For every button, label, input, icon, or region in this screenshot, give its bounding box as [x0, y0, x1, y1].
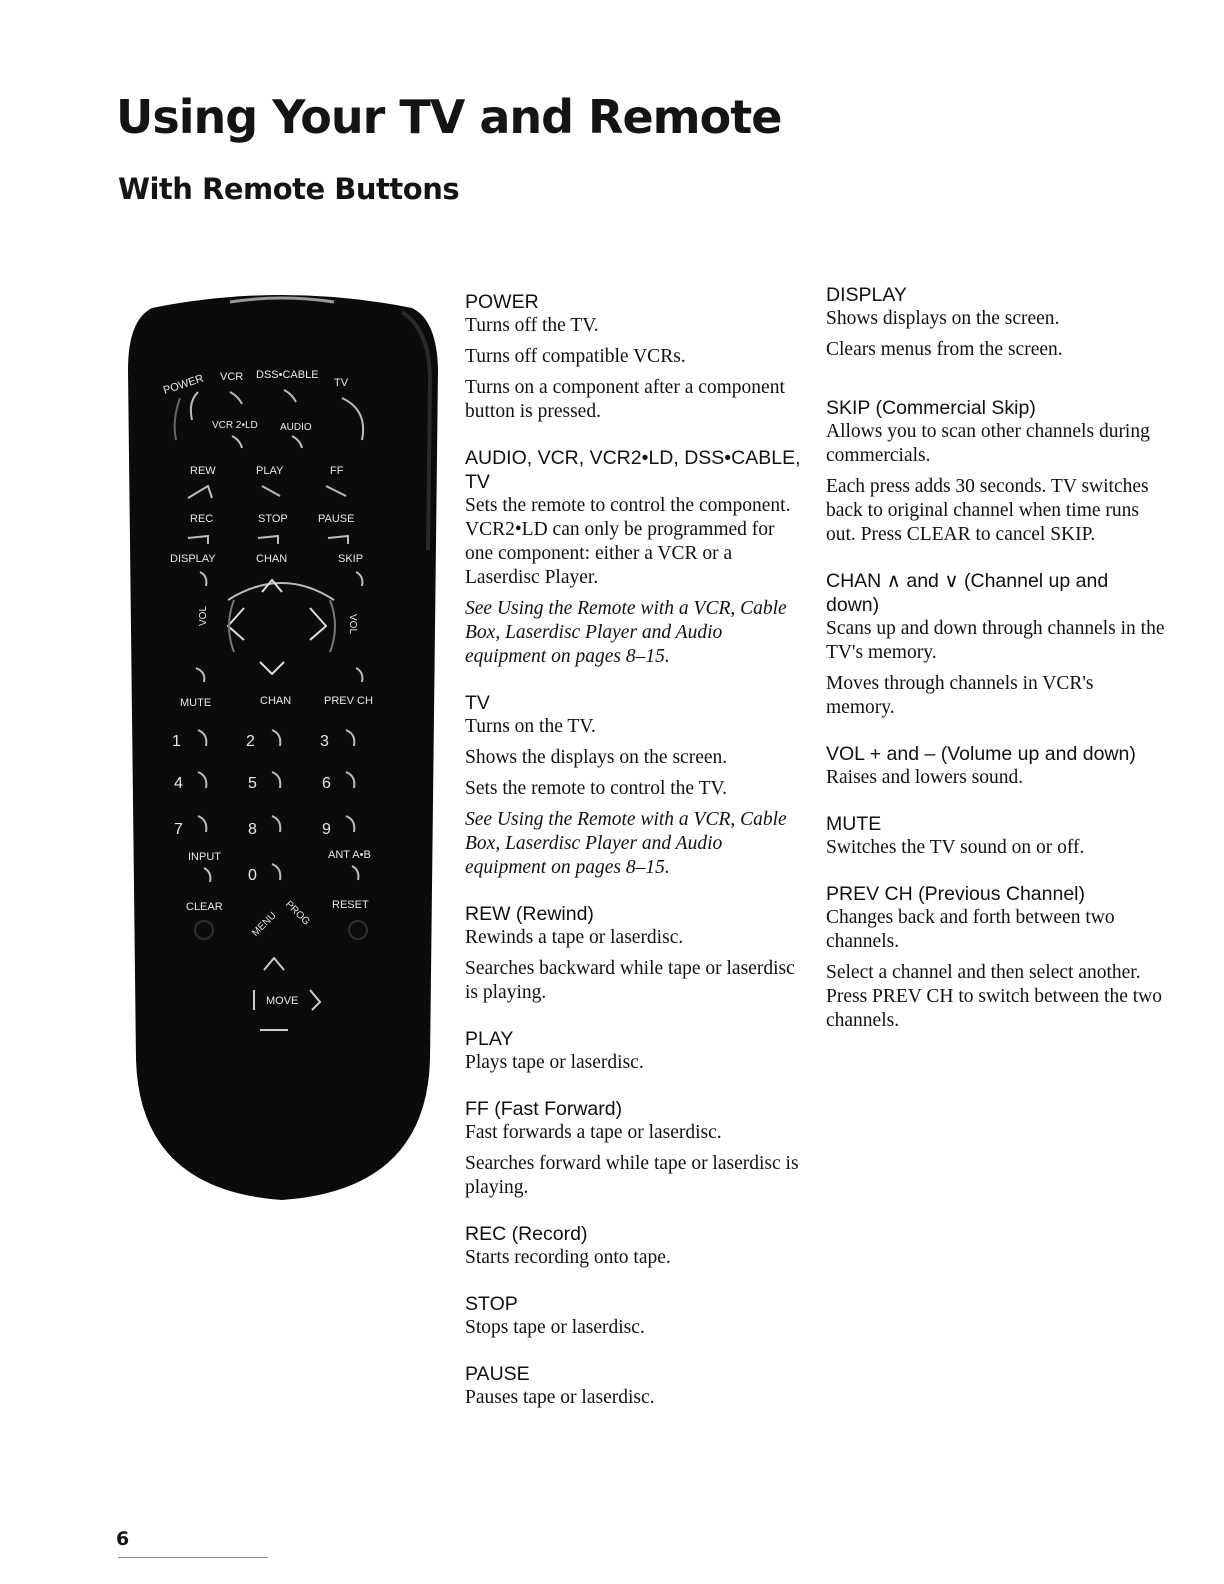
entry-heading: POWER: [465, 291, 539, 313]
entry-text: Raises and lowers sound.: [826, 767, 1024, 788]
entry-text: Searches forward while tape or laserdisc is playing.: [465, 1153, 799, 1198]
entry-heading: AUDIO, VCR, VCR2•LD, DSS•CABLE, TV: [465, 447, 801, 493]
entry-prev-ch: [826, 882, 1166, 1033]
page-subtitle: With Remote Buttons: [118, 172, 460, 206]
remote-label-pause: PAUSE: [318, 513, 355, 525]
entry-heading: CHAN ∧ and ∨ (Channel up and down): [826, 570, 1109, 616]
entry-text: Shows displays on the screen.: [826, 308, 1060, 329]
descriptions-column-middle: [465, 290, 805, 1432]
remote-label-clear: CLEAR: [186, 901, 223, 913]
remote-digit-3: 3: [320, 733, 329, 750]
entry-text: Turns off the TV.: [465, 315, 599, 336]
entry-heading: PREV CH (Previous Channel): [826, 883, 1086, 905]
remote-digit-2: 2: [246, 733, 255, 750]
entry-text: Clears menus from the screen.: [826, 339, 1063, 360]
entry-chan: [826, 569, 1166, 720]
remote-digit-9: 9: [322, 821, 331, 838]
descriptions-column-right: [826, 283, 1166, 1055]
entry-text: Turns on the TV.: [465, 716, 596, 737]
entry-text: Allows you to scan other channels during commercials.: [826, 421, 1150, 466]
remote-label-tv: TV: [334, 377, 349, 389]
entry-heading: FF (Fast Forward): [465, 1098, 623, 1120]
remote-digit-5: 5: [248, 775, 257, 792]
remote-label-input: INPUT: [188, 851, 221, 863]
entry-heading: MUTE: [826, 813, 882, 835]
page-number: 6: [116, 1528, 130, 1550]
remote-digit-8: 8: [248, 821, 257, 838]
footer-rule: [118, 1557, 268, 1558]
remote-label-move: MOVE: [266, 995, 299, 1007]
entry-heading: REW (Rewind): [465, 903, 594, 925]
entry-power: [465, 290, 805, 424]
entry-heading: PLAY: [465, 1028, 514, 1050]
entry-text: Sets the remote to control the TV.: [465, 778, 727, 799]
remote-label-ff: FF: [330, 465, 344, 477]
entry-text: Searches backward while tape or laserdisc is playing.: [465, 958, 795, 1003]
remote-control-illustration: [112, 290, 452, 1220]
entry-text: Starts recording onto tape.: [465, 1247, 671, 1268]
remote-label-audio: AUDIO: [280, 422, 312, 433]
entry-note: See Using the Remote with a VCR, Cable Box, Laserdisc Player and Audio equipment on pages 8–15.: [465, 598, 787, 667]
entry-rew: [465, 902, 805, 1005]
remote-label-vcr: VCR: [220, 371, 244, 383]
entry-text: Scans up and down through channels in the TV's memory.: [826, 618, 1165, 663]
entry-heading: DISPLAY: [826, 284, 907, 306]
remote-label-vol-right: VOL: [347, 614, 358, 635]
remote-digit-6: 6: [322, 775, 331, 792]
entry-text: Plays tape or laserdisc.: [465, 1052, 644, 1073]
remote-digit-0: 0: [248, 867, 257, 884]
entry-heading: PAUSE: [465, 1363, 530, 1385]
entry-component-buttons: [465, 446, 805, 669]
entry-mute: [826, 812, 1166, 860]
entry-vol: [826, 742, 1166, 790]
entry-text: Fast forwards a tape or laserdisc.: [465, 1122, 722, 1143]
entry-text: Changes back and forth between two channels.: [826, 907, 1115, 952]
entry-text: Sets the remote to control the component. VCR2•LD can only be programmed for one component: either a VCR or a Laserdisc Player.: [465, 495, 791, 588]
remote-label-ant-ab: ANT A•B: [328, 849, 371, 861]
entry-heading: VOL + and – (Volume up and down): [826, 743, 1136, 765]
entry-rec: [465, 1222, 805, 1270]
entry-text: Stops tape or laserdisc.: [465, 1317, 645, 1338]
remote-label-stop: STOP: [258, 513, 288, 525]
entry-text: Turns on a component after a component button is pressed.: [465, 377, 785, 422]
entry-text: Select a channel and then select another. Press PREV CH to switch between the two channels.: [826, 962, 1162, 1031]
entry-text: Switches the TV sound on or off.: [826, 837, 1085, 858]
entry-stop: [465, 1292, 805, 1340]
entry-text: Pauses tape or laserdisc.: [465, 1387, 655, 1408]
page-title: Using Your TV and Remote: [116, 90, 782, 144]
remote-label-chan-top: CHAN: [256, 553, 288, 565]
remote-label-dss-cable: DSS•CABLE: [256, 369, 319, 381]
remote-label-power: POWER: [161, 372, 206, 397]
remote-digit-4: 4: [174, 775, 183, 792]
remote-label-reset: RESET: [332, 899, 369, 911]
entry-text: Shows the displays on the screen.: [465, 747, 728, 768]
remote-label-menu: MENU: [250, 910, 279, 939]
remote-label-rec: REC: [190, 513, 214, 525]
entry-pause: [465, 1362, 805, 1410]
entry-text: Each press adds 30 seconds. TV switches back to original channel when time runs out. Press CLEAR to cancel SKIP.: [826, 476, 1149, 545]
entry-text: Rewinds a tape or laserdisc.: [465, 927, 684, 948]
entry-heading: TV: [465, 692, 490, 714]
entry-heading: SKIP (Commercial Skip): [826, 397, 1036, 419]
remote-label-play: PLAY: [256, 465, 284, 477]
remote-label-vcr2ld: VCR 2•LD: [212, 420, 258, 431]
remote-label-prog: PROG: [283, 899, 312, 928]
remote-digit-7: 7: [174, 821, 183, 838]
entry-text: Moves through channels in VCR's memory.: [826, 673, 1094, 718]
entry-ff: [465, 1097, 805, 1200]
remote-digit-1: 1: [172, 733, 181, 750]
remote-label-prev-ch: PREV CH: [324, 695, 373, 707]
remote-label-display: DISPLAY: [170, 553, 216, 565]
entry-skip: [826, 396, 1166, 547]
remote-label-rew: REW: [190, 465, 216, 477]
entry-tv: [465, 691, 805, 880]
remote-label-mute: MUTE: [180, 697, 212, 709]
entry-heading: STOP: [465, 1293, 518, 1315]
entry-heading: REC (Record): [465, 1223, 588, 1245]
entry-note: See Using the Remote with a VCR, Cable Box, Laserdisc Player and Audio equipment on pages 8–15.: [465, 809, 787, 878]
entry-text: Turns off compatible VCRs.: [465, 346, 686, 367]
entry-display: [826, 283, 1166, 362]
entry-play: [465, 1027, 805, 1075]
remote-label-skip: SKIP: [338, 553, 364, 565]
remote-label-chan-bottom: CHAN: [260, 695, 292, 707]
remote-label-vol-left: VOL: [198, 605, 209, 626]
